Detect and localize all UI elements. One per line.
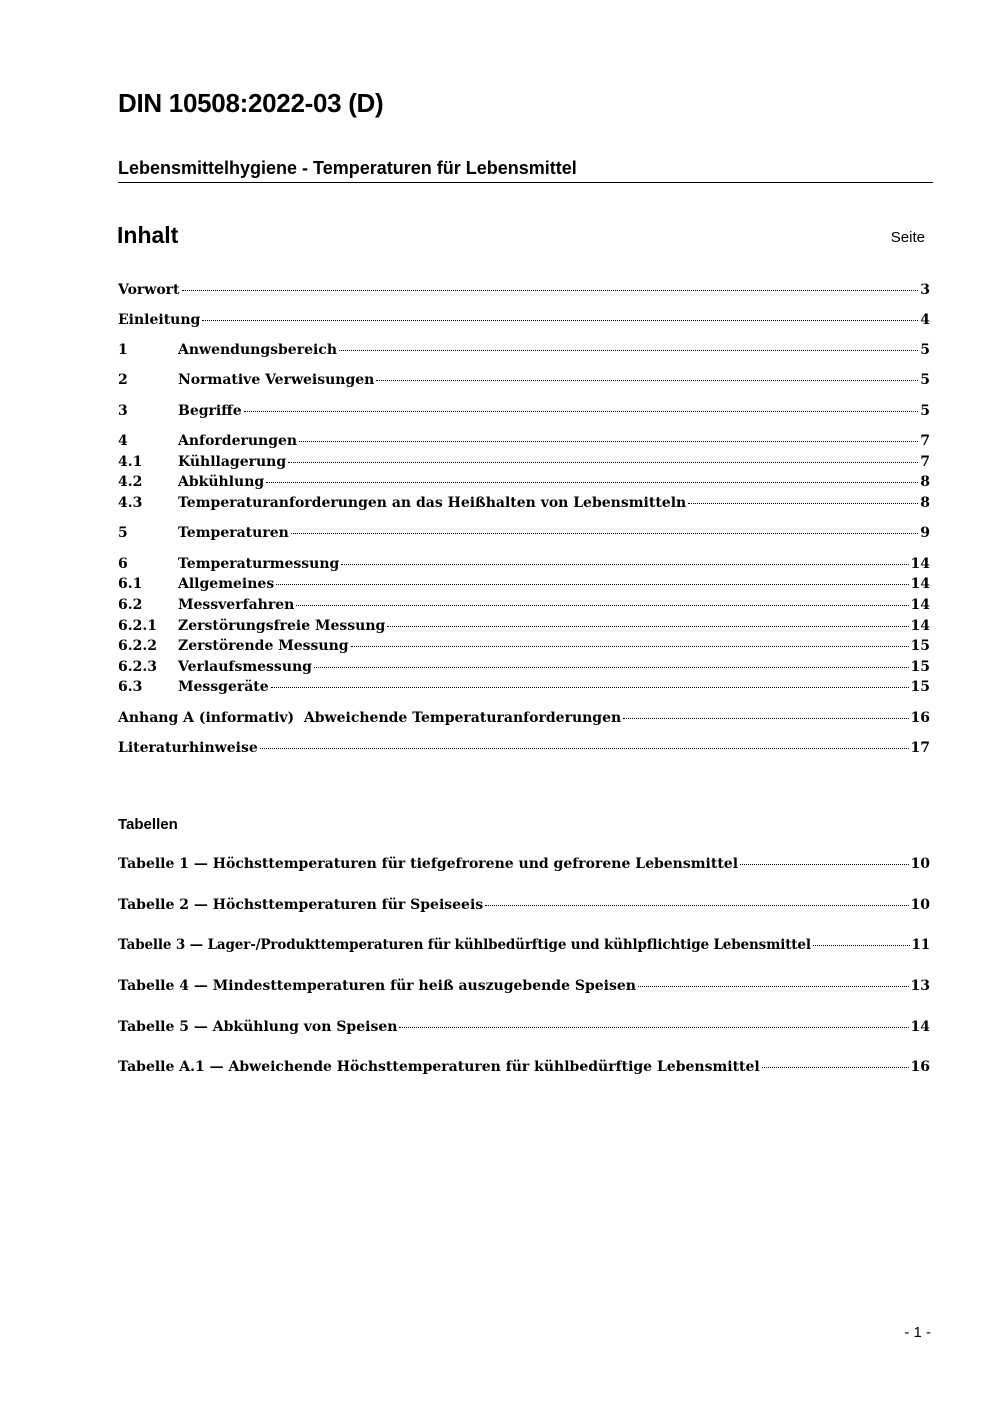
toc-entry-title: Messverfahren [178,597,295,613]
toc-entry-title: Temperaturen [178,525,289,541]
toc-entry-6-2-3[interactable] [118,657,930,677]
dot-leader [291,533,918,534]
toc-entry-title: Allgemeines [178,576,275,592]
toc-entry-4-1[interactable] [118,452,930,472]
toc-entry-page: 14 [910,597,930,613]
toc-entry-page: 7 [920,433,930,449]
toc-entry-number: 6.2 [118,597,143,613]
toc-entry-title: Anwendungsbereich [178,342,337,358]
toc-entry-page: 5 [920,342,930,358]
table-entry-3[interactable] [118,935,930,955]
dot-leader [288,462,918,463]
toc-entry-6-2-2[interactable] [118,636,930,656]
table-entry-page: 14 [910,1019,930,1035]
dot-leader [387,626,908,627]
dot-leader [296,605,908,606]
dot-leader [260,748,909,749]
toc-entry-title: Abkühlung [178,474,265,490]
toc-entry-title: Anhang A (informativ) Abweichende Temperaturanforderungen [118,710,622,726]
toc-entry-page: 8 [920,474,930,490]
toc-entry-vorwort[interactable] [118,280,930,300]
table-entry-2[interactable] [118,895,930,915]
toc-entry-4-2[interactable] [118,472,930,492]
dot-leader [271,687,909,688]
toc-entry-page: 16 [910,710,930,726]
toc-entry-number: 3 [118,403,128,419]
toc-entry-3[interactable] [118,401,930,421]
table-entry-5[interactable] [118,1017,930,1037]
dot-leader [688,503,918,504]
toc-entry-page: 5 [920,372,930,388]
toc-entry-page: 7 [920,454,930,470]
toc-entry-title: Temperaturmessung [178,556,340,572]
dot-leader [266,482,918,483]
table-entry-title: Tabelle 1 — Höchsttemperaturen für tiefgefrorene und gefrorene Lebensmittel [118,856,739,872]
dot-leader [638,986,909,987]
tables-heading: Tabellen [118,816,178,833]
toc-entry-title: Begriffe [178,403,242,419]
toc-entry-title: Vorwort [118,282,180,298]
toc-entry-page: 17 [910,740,930,756]
toc-entry-number: 6.3 [118,679,143,695]
document-subtitle: Lebensmittelhygiene - Temperaturen für Lebensmittel [118,158,933,183]
toc-entry-6-3[interactable] [118,677,930,697]
toc-entry-6-2-1[interactable] [118,616,930,636]
toc-entry-number: 4.2 [118,474,143,490]
table-entry-4[interactable] [118,976,930,996]
toc-page-column-label: Seite [890,229,925,246]
toc-entry-number: 6.2.1 [118,618,157,634]
dot-leader [244,411,919,412]
table-entry-title: Tabelle A.1 — Abweichende Höchsttemperaturen für kühlbedürftige Lebensmittel [118,1059,760,1075]
toc-entry-number: 4 [118,433,128,449]
toc-entry-title: Temperaturanforderungen an das Heißhalten von Lebensmitteln [178,495,687,511]
dot-leader [299,441,918,442]
toc-entry-title: Messgeräte [178,679,269,695]
table-entry-title: Tabelle 3 — Lager-/Produkttemperaturen für kühlbedürftige und kühlpflichtige Lebensmittel [118,937,811,953]
toc-entry-page: 14 [910,618,930,634]
table-entry-a1[interactable] [118,1057,930,1077]
toc-entry-page: 5 [920,403,930,419]
dot-leader [813,945,910,946]
dot-leader [740,864,908,865]
dot-leader [341,564,908,565]
toc-entry-einleitung[interactable] [118,310,930,330]
toc-entry-title: Anforderungen [178,433,298,449]
table-entry-page: 11 [911,937,930,953]
dot-leader [339,350,918,351]
toc-entry-page: 14 [910,556,930,572]
toc-entry-5[interactable] [118,523,930,543]
dot-leader [376,380,918,381]
toc-entry-title: Literaturhinweise [118,740,258,756]
toc-heading: Inhalt [117,222,179,248]
toc-entry-number: 1 [118,342,128,358]
toc-entry-1[interactable] [118,340,930,360]
toc-entry-number: 5 [118,525,128,541]
toc-entry-6[interactable] [118,554,930,574]
table-entry-page: 16 [910,1059,930,1075]
toc-entry-anhang-a[interactable] [118,708,930,728]
dot-leader [399,1027,908,1028]
toc-entry-6-2[interactable] [118,595,930,615]
dot-leader [314,667,909,668]
toc-entry-number: 6.2.2 [118,638,157,654]
toc-entry-4[interactable] [118,431,930,451]
dot-leader [276,584,908,585]
toc-entry-page: 15 [910,679,930,695]
dot-leader [351,646,909,647]
toc-entry-page: 9 [920,525,930,541]
toc-entry-number: 6.1 [118,576,143,592]
dot-leader [202,320,918,321]
toc-entry-title: Kühllagerung [178,454,287,470]
toc-entry-title: Zerstörungsfreie Messung [178,618,386,634]
toc-entry-number: 6.2.3 [118,659,157,675]
toc-entry-number: 6 [118,556,128,572]
toc-entry-6-1[interactable] [118,574,930,594]
toc-entry-2[interactable] [118,370,930,390]
document-id: DIN 10508:2022-03 (D) [118,88,384,118]
table-entry-page: 10 [910,897,930,913]
dot-leader [762,1067,909,1068]
toc-entry-page: 4 [920,312,930,328]
table-entry-title: Tabelle 5 — Abkühlung von Speisen [118,1019,398,1035]
dot-leader [485,905,908,906]
toc-entry-title: Verlaufsmessung [178,659,312,675]
dot-leader [182,290,919,291]
toc-entry-number: 4.3 [118,495,143,511]
toc-entry-page: 8 [920,495,930,511]
table-entry-page: 10 [910,856,930,872]
toc-entry-title: Zerstörende Messung [178,638,349,654]
table-entry-title: Tabelle 2 — Höchsttemperaturen für Speiseeis [118,897,484,913]
toc-entry-4-3[interactable] [118,493,930,513]
toc-entry-literaturhinweise[interactable] [118,738,930,758]
toc-entry-page: 15 [910,659,930,675]
toc-entry-number: 2 [118,372,128,388]
table-entry-1[interactable] [118,854,930,874]
dot-leader [623,718,908,719]
table-entry-page: 13 [910,978,930,994]
toc-entry-number: 4.1 [118,454,143,470]
toc-entry-page: 15 [910,638,930,654]
toc-entry-page: 14 [910,576,930,592]
toc-entry-title: Einleitung [118,312,201,328]
table-entry-title: Tabelle 4 — Mindesttemperaturen für heiß auszugebende Speisen [118,978,636,994]
toc-entry-title: Normative Verweisungen [178,372,375,388]
toc-entry-page: 3 [920,282,930,298]
footer-page-number: - 1 - [904,1324,931,1341]
